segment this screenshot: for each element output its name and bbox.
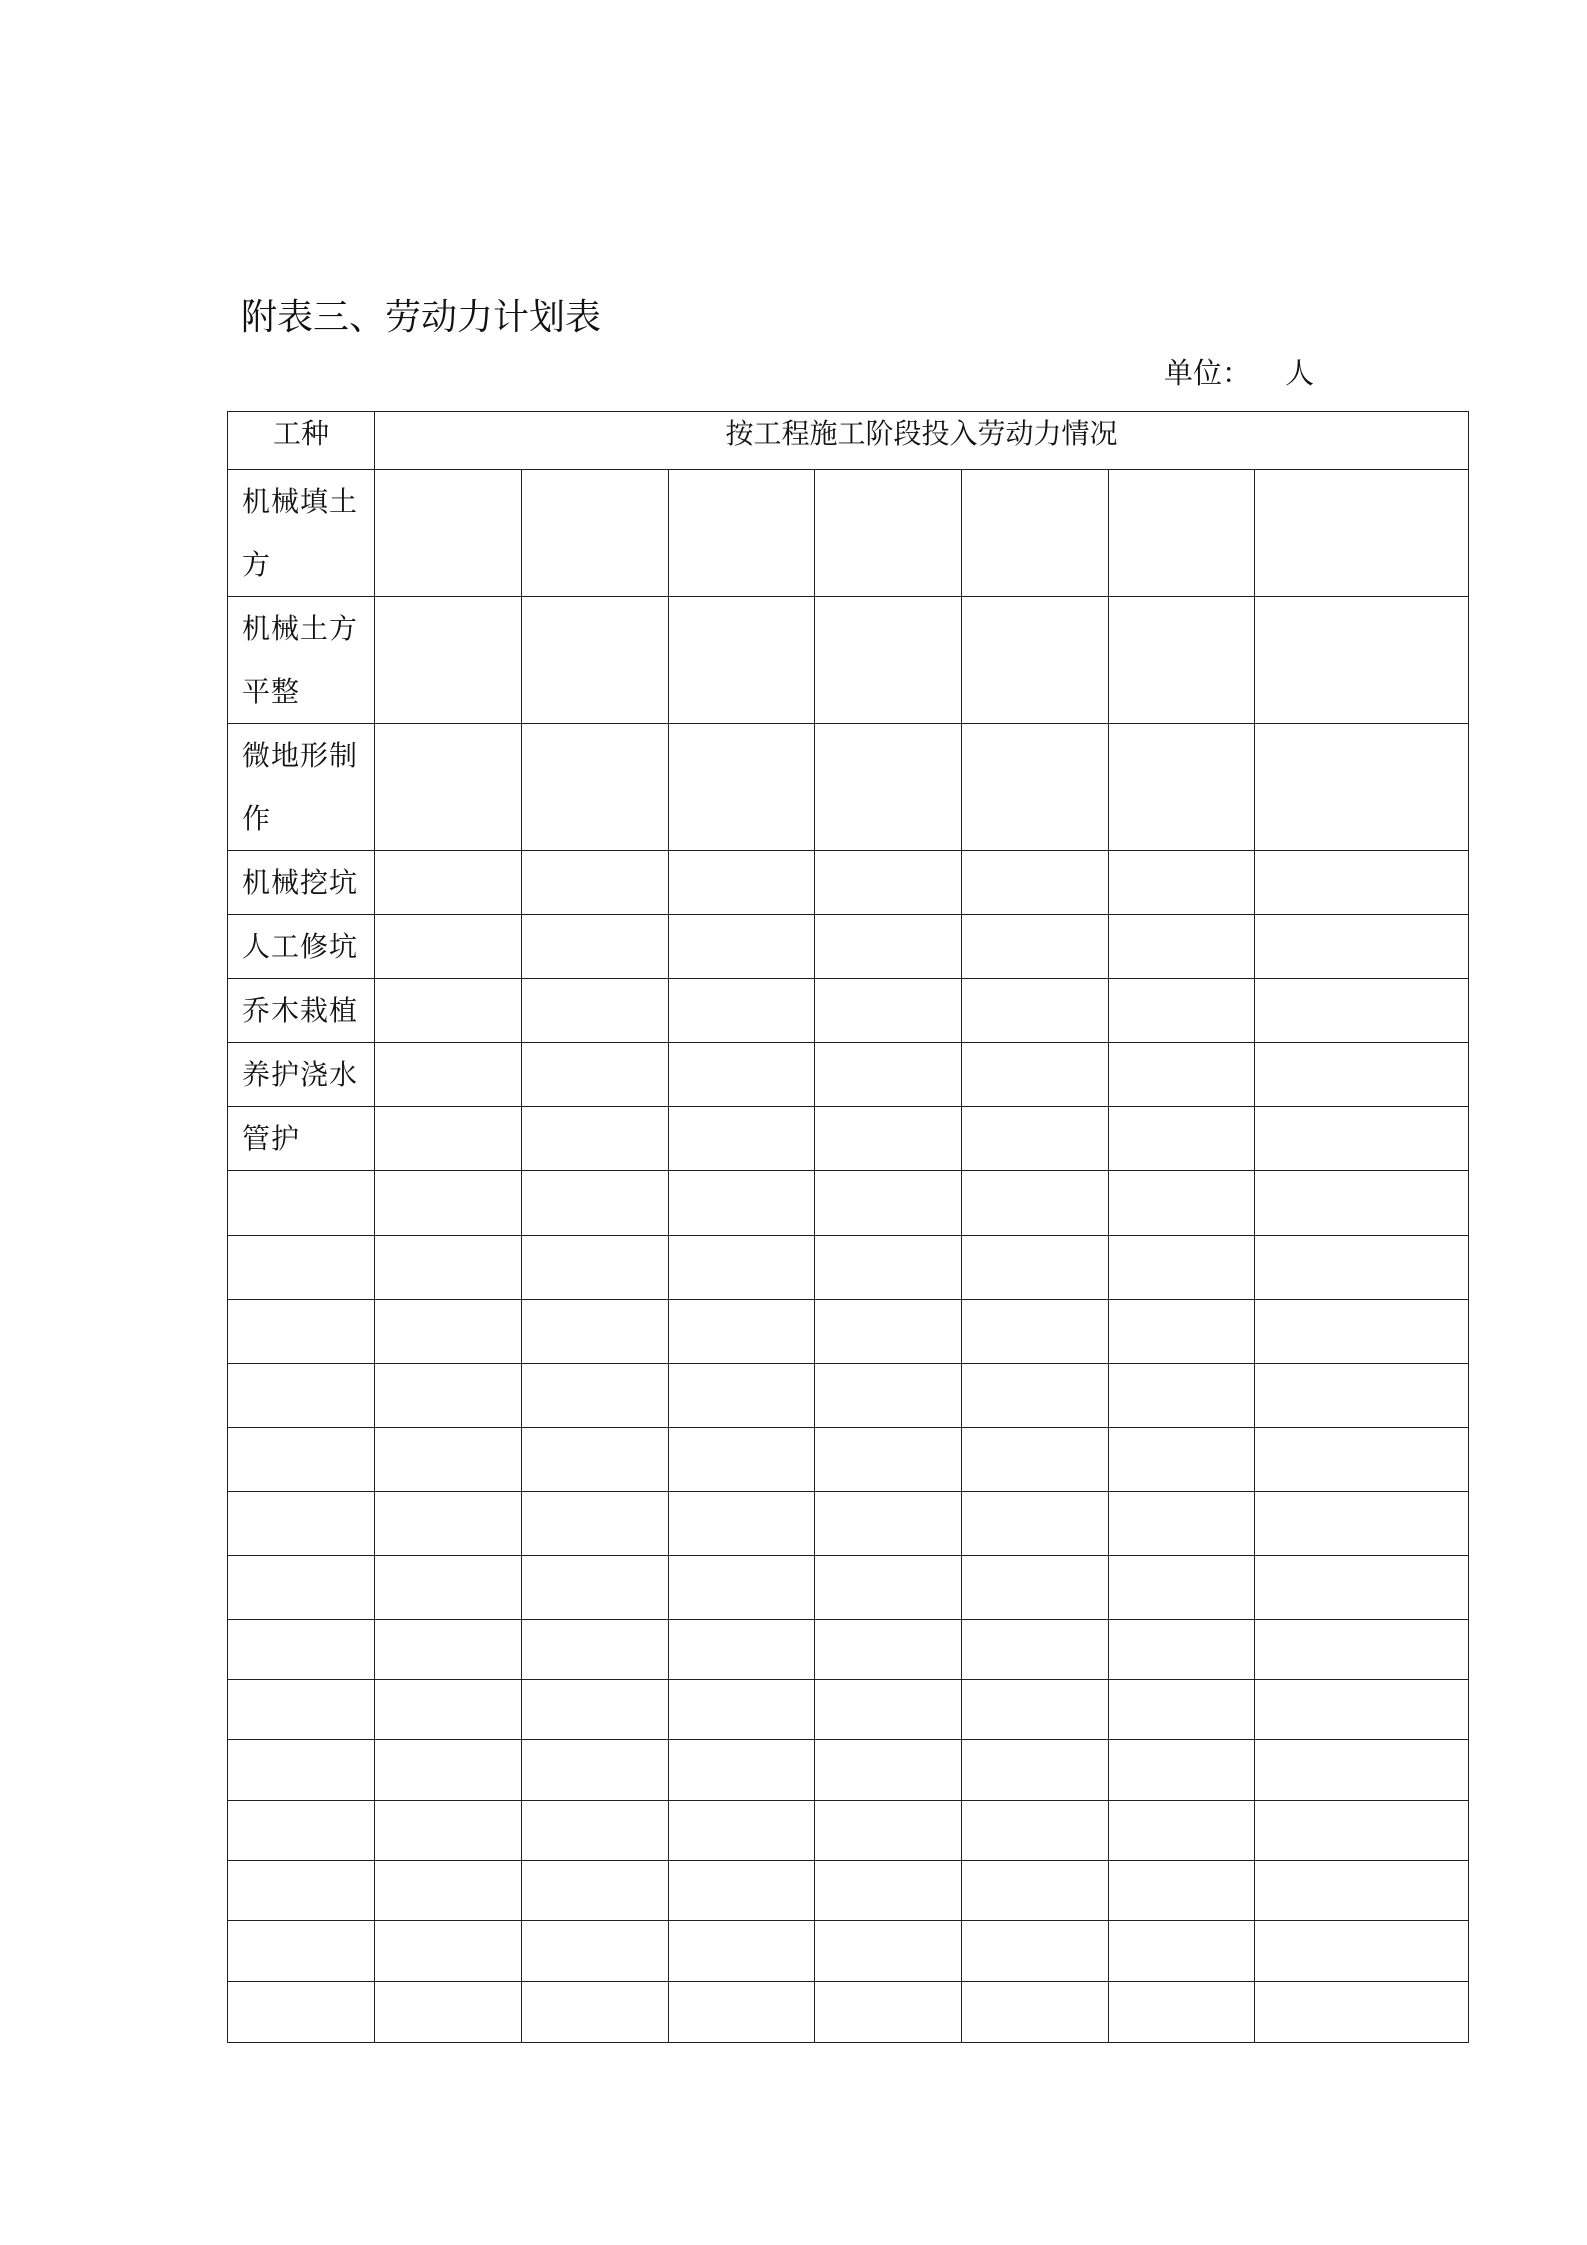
labor-count-cell — [1109, 1801, 1255, 1861]
work-type-label: 管护 — [242, 1122, 301, 1155]
labor-count-cell — [815, 1428, 962, 1492]
labor-count-cell — [522, 1492, 669, 1556]
labor-count-cell — [1109, 1620, 1255, 1680]
labor-count-cell — [815, 851, 962, 915]
work-type-label: 机械土方平整 — [242, 612, 359, 708]
labor-count-cell — [669, 1801, 815, 1861]
labor-count-cell — [1109, 1861, 1255, 1921]
labor-count-cell — [1109, 1236, 1255, 1300]
labor-count-cell — [1109, 851, 1255, 915]
labor-count-cell — [1255, 597, 1469, 724]
work-type-cell — [228, 851, 375, 915]
table-row — [228, 1236, 1469, 1300]
labor-count-cell — [962, 1620, 1109, 1680]
labor-count-cell — [522, 1680, 669, 1740]
labor-count-cell — [375, 1428, 522, 1492]
labor-count-cell — [1109, 1556, 1255, 1620]
labor-count-cell — [669, 1556, 815, 1620]
labor-count-cell — [815, 1620, 962, 1680]
table-row — [228, 1428, 1469, 1492]
labor-count-cell — [375, 1801, 522, 1861]
table-row — [228, 1300, 1469, 1364]
labor-count-cell — [1255, 1740, 1469, 1801]
labor-count-cell — [1255, 1801, 1469, 1861]
labor-count-cell — [1109, 1171, 1255, 1236]
labor-count-cell — [375, 1492, 522, 1556]
labor-count-cell — [1255, 1492, 1469, 1556]
work-type-cell — [228, 1982, 375, 2043]
labor-count-cell — [962, 1680, 1109, 1740]
labor-count-cell — [522, 1043, 669, 1107]
labor-count-cell — [815, 1171, 962, 1236]
table-row — [228, 1171, 1469, 1236]
labor-count-cell — [669, 1492, 815, 1556]
table-row — [228, 1556, 1469, 1620]
labor-count-cell — [669, 1861, 815, 1921]
unit-value: 人 — [1285, 356, 1315, 390]
labor-count-cell — [962, 470, 1109, 597]
labor-count-cell — [815, 915, 962, 979]
work-type-cell — [228, 1043, 375, 1107]
labor-count-cell — [375, 1236, 522, 1300]
labor-count-cell — [669, 1921, 815, 1982]
work-type-cell — [228, 1364, 375, 1428]
unit-line — [1164, 350, 1314, 396]
table-row — [228, 597, 1469, 724]
work-type-label: 微地形制作 — [242, 739, 359, 835]
table-row — [228, 1492, 1469, 1556]
labor-count-cell — [522, 1428, 669, 1492]
labor-count-cell — [1255, 1236, 1469, 1300]
labor-count-cell — [815, 979, 962, 1043]
table-body — [228, 412, 1469, 2043]
work-type-cell — [228, 1680, 375, 1740]
labor-count-cell — [375, 724, 522, 851]
work-type-cell — [228, 1740, 375, 1801]
labor-count-cell — [1255, 1043, 1469, 1107]
labor-count-cell — [962, 1982, 1109, 2043]
labor-count-cell — [522, 979, 669, 1043]
labor-count-cell — [522, 851, 669, 915]
labor-count-cell — [962, 915, 1109, 979]
labor-count-cell — [375, 470, 522, 597]
labor-count-cell — [1255, 1861, 1469, 1921]
labor-count-cell — [375, 1364, 522, 1428]
labor-count-cell — [375, 1171, 522, 1236]
labor-count-cell — [669, 1107, 815, 1171]
labor-count-cell — [1109, 1428, 1255, 1492]
table-row — [228, 1861, 1469, 1921]
labor-count-cell — [522, 1556, 669, 1620]
work-type-cell — [228, 597, 375, 724]
unit-label: 单位： — [1164, 356, 1252, 390]
labor-count-cell — [522, 724, 669, 851]
labor-count-cell — [1109, 1043, 1255, 1107]
labor-count-cell — [962, 1428, 1109, 1492]
labor-count-cell — [522, 1801, 669, 1861]
labor-count-cell — [522, 1171, 669, 1236]
labor-count-cell — [962, 724, 1109, 851]
labor-count-cell — [522, 1300, 669, 1364]
work-type-cell — [228, 1107, 375, 1171]
labor-count-cell — [1109, 1364, 1255, 1428]
labor-count-cell — [375, 1620, 522, 1680]
labor-count-cell — [669, 1300, 815, 1364]
work-type-cell — [228, 1556, 375, 1620]
labor-count-cell — [815, 1680, 962, 1740]
work-type-cell — [228, 470, 375, 597]
work-type-label: 机械挖坑 — [242, 866, 359, 899]
labor-count-cell — [1109, 915, 1255, 979]
labor-count-cell — [815, 1492, 962, 1556]
labor-count-cell — [962, 1300, 1109, 1364]
labor-count-cell — [1255, 470, 1469, 597]
labor-count-cell — [1109, 597, 1255, 724]
labor-count-cell — [1255, 1921, 1469, 1982]
labor-count-cell — [1255, 1107, 1469, 1171]
work-type-cell — [228, 1921, 375, 1982]
labor-count-cell — [669, 1982, 815, 2043]
labor-count-cell — [962, 851, 1109, 915]
labor-count-cell — [1255, 1300, 1469, 1364]
labor-count-cell — [669, 1171, 815, 1236]
labor-count-cell — [1109, 979, 1255, 1043]
labor-count-cell — [522, 1740, 669, 1801]
table-row — [228, 470, 1469, 597]
labor-count-cell — [375, 1043, 522, 1107]
labor-count-cell — [522, 1364, 669, 1428]
labor-count-cell — [815, 1801, 962, 1861]
work-type-cell — [228, 1300, 375, 1364]
labor-count-cell — [1255, 1364, 1469, 1428]
labor-count-cell — [1255, 1428, 1469, 1492]
stages-column-header: 按工程施工阶段投入劳动力情况 — [375, 412, 1469, 470]
labor-count-cell — [1109, 470, 1255, 597]
labor-count-cell — [375, 1680, 522, 1740]
labor-count-cell — [962, 1801, 1109, 1861]
labor-count-cell — [669, 724, 815, 851]
labor-count-cell — [522, 1236, 669, 1300]
work-type-cell — [228, 1801, 375, 1861]
labor-count-cell — [1255, 1556, 1469, 1620]
labor-count-cell — [669, 1236, 815, 1300]
labor-count-cell — [815, 1982, 962, 2043]
labor-count-cell — [669, 1428, 815, 1492]
type-column-header: 工种 — [228, 412, 375, 470]
work-type-cell — [228, 1236, 375, 1300]
labor-count-cell — [815, 1861, 962, 1921]
labor-plan-table — [227, 411, 1469, 2043]
table-row — [228, 724, 1469, 851]
labor-count-cell — [1255, 1620, 1469, 1680]
work-type-cell — [228, 724, 375, 851]
labor-count-cell — [1255, 915, 1469, 979]
labor-count-cell — [375, 915, 522, 979]
work-type-cell — [228, 1861, 375, 1921]
header-row — [228, 412, 1469, 470]
labor-count-cell — [375, 851, 522, 915]
labor-count-cell — [1109, 1492, 1255, 1556]
work-type-label: 养护浇水 — [242, 1058, 359, 1091]
table-row — [228, 979, 1469, 1043]
labor-count-cell — [522, 1620, 669, 1680]
table-row — [228, 851, 1469, 915]
labor-count-cell — [962, 1236, 1109, 1300]
labor-count-cell — [375, 1300, 522, 1364]
work-type-label: 机械填土方 — [242, 485, 359, 581]
labor-count-cell — [375, 1982, 522, 2043]
labor-count-cell — [1255, 851, 1469, 915]
labor-count-cell — [1255, 979, 1469, 1043]
labor-count-cell — [375, 1556, 522, 1620]
labor-count-cell — [962, 597, 1109, 724]
labor-count-cell — [522, 1921, 669, 1982]
labor-count-cell — [1109, 1740, 1255, 1801]
labor-count-cell — [1109, 1680, 1255, 1740]
work-type-label: 乔木栽植 — [242, 994, 359, 1027]
table-row — [228, 1107, 1469, 1171]
work-type-cell — [228, 915, 375, 979]
work-type-cell — [228, 1171, 375, 1236]
labor-count-cell — [1109, 1107, 1255, 1171]
labor-count-cell — [962, 1740, 1109, 1801]
labor-count-cell — [669, 597, 815, 724]
table-row — [228, 1043, 1469, 1107]
labor-count-cell — [1255, 1982, 1469, 2043]
table-row — [228, 1740, 1469, 1801]
labor-count-cell — [962, 1556, 1109, 1620]
labor-count-cell — [375, 597, 522, 724]
labor-count-cell — [375, 1861, 522, 1921]
work-type-cell — [228, 1428, 375, 1492]
table-row — [228, 1921, 1469, 1982]
table-row — [228, 1620, 1469, 1680]
labor-count-cell — [962, 1107, 1109, 1171]
labor-count-cell — [815, 1043, 962, 1107]
labor-count-cell — [815, 1236, 962, 1300]
labor-count-cell — [669, 1740, 815, 1801]
labor-count-cell — [815, 724, 962, 851]
labor-count-cell — [669, 1680, 815, 1740]
table-row — [228, 1801, 1469, 1861]
labor-count-cell — [815, 1556, 962, 1620]
labor-count-cell — [669, 1043, 815, 1107]
labor-count-cell — [962, 979, 1109, 1043]
page-title: 附表三、劳动力计划表 — [241, 297, 602, 338]
labor-count-cell — [375, 979, 522, 1043]
labor-count-cell — [815, 1107, 962, 1171]
labor-count-cell — [375, 1921, 522, 1982]
work-type-cell — [228, 1620, 375, 1680]
labor-count-cell — [962, 1171, 1109, 1236]
labor-count-cell — [669, 1620, 815, 1680]
labor-count-cell — [1109, 1300, 1255, 1364]
labor-count-cell — [522, 915, 669, 979]
labor-count-cell — [669, 470, 815, 597]
labor-count-cell — [669, 1364, 815, 1428]
labor-count-cell — [1109, 1982, 1255, 2043]
labor-count-cell — [522, 1107, 669, 1171]
labor-count-cell — [522, 470, 669, 597]
labor-count-cell — [669, 851, 815, 915]
labor-count-cell — [815, 1921, 962, 1982]
table-row — [228, 1680, 1469, 1740]
labor-count-cell — [1255, 1171, 1469, 1236]
table-row — [228, 1982, 1469, 2043]
labor-count-cell — [815, 470, 962, 597]
labor-count-cell — [522, 1861, 669, 1921]
table-row — [228, 1364, 1469, 1428]
labor-count-cell — [962, 1861, 1109, 1921]
labor-count-cell — [1109, 1921, 1255, 1982]
work-type-label: 人工修坑 — [242, 930, 359, 963]
labor-count-cell — [669, 915, 815, 979]
work-type-cell — [228, 1492, 375, 1556]
labor-count-cell — [375, 1740, 522, 1801]
labor-count-cell — [962, 1043, 1109, 1107]
labor-count-cell — [815, 1300, 962, 1364]
work-type-cell — [228, 979, 375, 1043]
labor-count-cell — [815, 1740, 962, 1801]
labor-count-cell — [1255, 724, 1469, 851]
labor-count-cell — [962, 1921, 1109, 1982]
labor-count-cell — [1255, 1680, 1469, 1740]
labor-count-cell — [522, 1982, 669, 2043]
labor-count-cell — [375, 1107, 522, 1171]
table-row — [228, 915, 1469, 979]
labor-count-cell — [962, 1492, 1109, 1556]
labor-count-cell — [815, 597, 962, 724]
labor-count-cell — [522, 597, 669, 724]
labor-count-cell — [815, 1364, 962, 1428]
labor-count-cell — [962, 1364, 1109, 1428]
labor-count-cell — [1109, 724, 1255, 851]
labor-count-cell — [669, 979, 815, 1043]
